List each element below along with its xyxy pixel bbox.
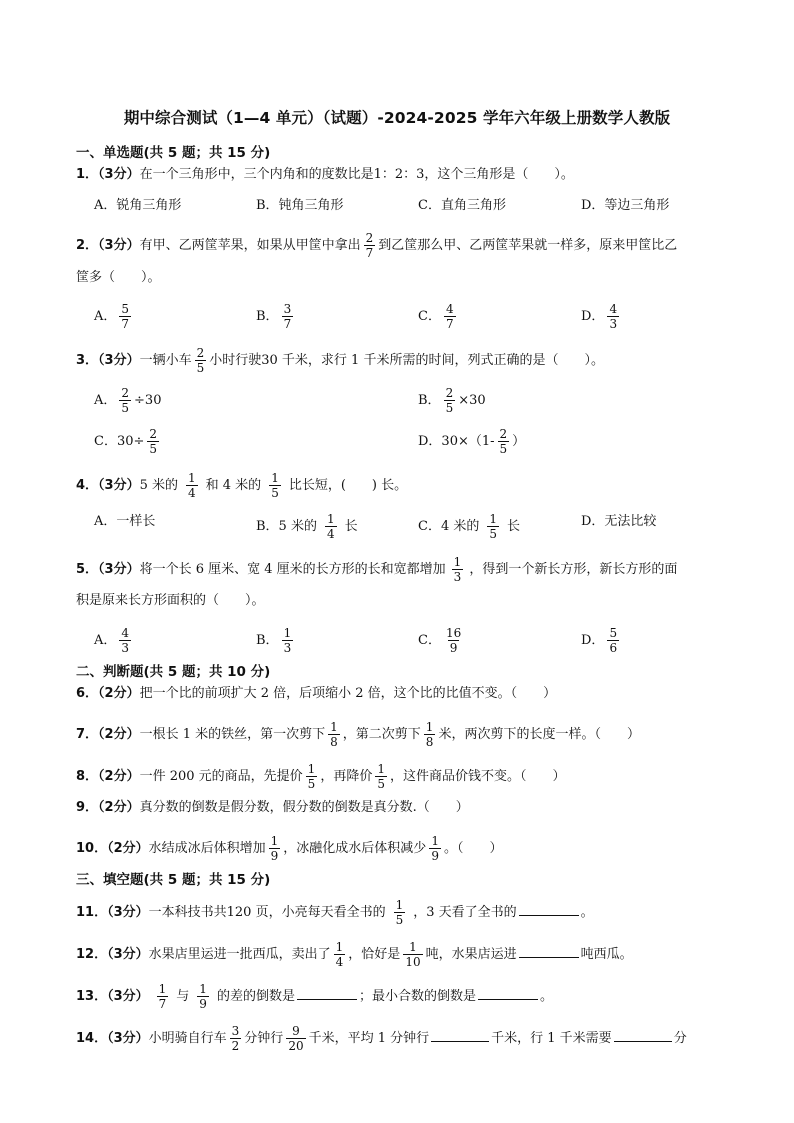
q4-option-c[interactable]: C．4 米的 $\frac{1}{5}$ 长 bbox=[418, 512, 521, 541]
fraction: $\frac{1}{3}$ bbox=[453, 555, 462, 584]
question-1 bbox=[76, 165, 574, 185]
question-number: 7． bbox=[76, 727, 99, 742]
question-7 bbox=[76, 720, 640, 749]
question-score: （3分） bbox=[98, 353, 140, 368]
question-text: 一根长 1 米的铁丝，第一次剪下 bbox=[139, 727, 326, 742]
question-score: （3分） bbox=[107, 905, 149, 920]
fraction: $\frac{1}{5}$ bbox=[307, 762, 316, 791]
fraction: $\frac{4}{3}$ bbox=[609, 302, 618, 331]
fraction: $\frac{1}{5}$ bbox=[271, 471, 279, 500]
question-number: 1． bbox=[76, 167, 99, 182]
q2-option-b[interactable]: B． $\frac{3}{7}$ bbox=[256, 302, 292, 331]
question-text: 有甲、乙两筐苹果，如果从甲筐中拿出 bbox=[139, 238, 361, 253]
fraction: $\frac{1}{4}$ bbox=[326, 512, 335, 541]
question-text: ，恰好是 bbox=[348, 947, 401, 962]
fraction: $\frac{1}{3}$ bbox=[283, 626, 292, 655]
q1-option-b[interactable]: B．钝角三角形 bbox=[256, 198, 344, 213]
q1-option-d[interactable]: D．等边三角形 bbox=[581, 198, 670, 213]
fraction: $\frac{2}{5}$ bbox=[196, 346, 205, 375]
question-text: ；最小合数的倒数是 bbox=[358, 989, 476, 1004]
answer-blank[interactable] bbox=[431, 1027, 489, 1042]
fraction: $\frac{1}{5}$ bbox=[489, 512, 497, 541]
fraction: $\frac{5}{6}$ bbox=[609, 626, 618, 655]
answer-blank[interactable] bbox=[519, 943, 579, 958]
question-number: 9． bbox=[76, 800, 99, 815]
fraction: $\frac{2}{5}$ bbox=[149, 427, 158, 456]
section-heading-true-false: 二、判断题(共 5 题；共 10 分) bbox=[76, 664, 271, 680]
question-4 bbox=[76, 471, 407, 500]
fraction: $\frac{1}{9}$ bbox=[431, 834, 439, 863]
fraction: $\frac{1}{7}$ bbox=[158, 982, 167, 1011]
question-score: （3分） bbox=[98, 167, 140, 182]
question-number: 4． bbox=[76, 478, 99, 493]
q1-option-c[interactable]: C．直角三角形 bbox=[418, 198, 506, 213]
question-text: 水果店里运进一批西瓜，卖出了 bbox=[148, 947, 331, 962]
question-9 bbox=[76, 798, 469, 818]
question-text: ，这件商品价钱不变。（ ） bbox=[389, 769, 566, 784]
question-text: 真分数的倒数是假分数，假分数的倒数是真分数.（ ） bbox=[139, 800, 469, 815]
question-text: ，3 天看了全书的 bbox=[413, 905, 517, 920]
q2-option-d[interactable]: D． $\frac{4}{3}$ bbox=[581, 302, 618, 331]
question-text: 千米，平均 1 分钟行 bbox=[308, 1031, 430, 1046]
question-score: （3分） bbox=[107, 1031, 149, 1046]
question-score: （2分） bbox=[107, 841, 149, 856]
fraction: $\frac{1}{4}$ bbox=[188, 471, 196, 500]
fraction: $\frac{9}{20}$ bbox=[288, 1024, 304, 1053]
question-text: 米，两次剪下的长度一样。（ ） bbox=[438, 727, 640, 742]
question-text: 水结成冰后体积增加 bbox=[148, 841, 266, 856]
question-13: 13．（3分） $\frac{1}{7}$ 与 $\frac{1}{9}$ 的差的倒数是 ；最小合数的倒数是 。 bbox=[76, 982, 553, 1011]
question-8 bbox=[76, 762, 565, 791]
question-2-cont: 筐多（ ）。 bbox=[76, 270, 161, 285]
question-text: 千米，行 1 千米需要 bbox=[491, 1031, 612, 1046]
question-score: （3分） bbox=[107, 989, 149, 1004]
fraction: $\frac{1}{5}$ bbox=[377, 762, 385, 791]
question-14: 14．（3分）小明骑自行车 $\frac{3}{2}$ 分钟行 $\frac{9}{20}$ 千米，平均 1 分钟行 千米，行 1 千米需要 分 bbox=[76, 1024, 687, 1053]
q5-option-c[interactable]: C． $\frac{16}{9}$ bbox=[418, 626, 462, 655]
q5-option-d[interactable]: D． $\frac{5}{6}$ bbox=[581, 626, 618, 655]
fraction: $\frac{4}{7}$ bbox=[445, 302, 454, 331]
q4-option-a[interactable]: A．一样长 bbox=[94, 514, 156, 529]
question-text: ，得到一个新长方形，新长方形的面 bbox=[469, 562, 678, 577]
fraction: $\frac{1}{10}$ bbox=[405, 940, 421, 969]
question-5 bbox=[76, 555, 677, 584]
fraction: $\frac{2}{5}$ bbox=[121, 386, 130, 415]
fraction: $\frac{1}{4}$ bbox=[335, 940, 344, 969]
question-number: 12． bbox=[76, 947, 108, 962]
question-number: 13． bbox=[76, 989, 108, 1004]
fraction: $\frac{3}{2}$ bbox=[231, 1024, 240, 1053]
question-text: 把一个比的前项扩大 2 倍，后项缩小 2 倍，这个比的比值不变。（ ） bbox=[139, 686, 557, 701]
question-number: 10． bbox=[76, 841, 108, 856]
question-score: （3分） bbox=[98, 238, 140, 253]
q4-option-d[interactable]: D．无法比较 bbox=[581, 514, 657, 529]
question-text: 小明骑自行车 bbox=[148, 1031, 227, 1046]
question-11: 11．（3分）一本科技书共120 页，小亮每天看全书的 $\frac{1}{5}$ ，3 天看了全书的 。 bbox=[76, 898, 594, 927]
page-title: 期中综合测试（1—4 单元）（试题）-2024-2025 学年六年级上册数学人教版 bbox=[123, 109, 671, 127]
question-text: ，第二次剪下 bbox=[342, 727, 421, 742]
question-text: 的差的倒数是 bbox=[216, 989, 295, 1004]
q3-option-c[interactable]: C．30÷ $\frac{2}{5}$ bbox=[94, 427, 158, 456]
question-text: 和 4 米的 bbox=[205, 478, 262, 493]
fraction: $\frac{2}{5}$ bbox=[499, 427, 508, 456]
section-heading-single-choice: 一、单选题(共 5 题；共 15 分) bbox=[76, 145, 271, 161]
question-text: 5 米的 bbox=[139, 478, 178, 493]
fraction: $\frac{16}{9}$ bbox=[445, 626, 462, 655]
fraction: $\frac{3}{7}$ bbox=[283, 302, 292, 331]
question-score: （3分） bbox=[98, 562, 140, 577]
question-score: （3分） bbox=[98, 478, 140, 493]
question-number: 3． bbox=[76, 353, 99, 368]
fraction: $\frac{2}{7}$ bbox=[365, 231, 374, 260]
question-text: 一本科技书共120 页，小亮每天看全书的 bbox=[148, 905, 386, 920]
answer-blank[interactable] bbox=[478, 985, 538, 1000]
question-text: 一件 200 元的商品，先提价 bbox=[139, 769, 303, 784]
question-text: 分钟行 bbox=[244, 1031, 284, 1046]
question-2 bbox=[76, 231, 677, 260]
fraction: $\frac{2}{5}$ bbox=[445, 386, 454, 415]
answer-blank[interactable] bbox=[519, 901, 579, 916]
question-text: 与 bbox=[176, 989, 190, 1004]
section-heading-fill-in: 三、填空题(共 5 题；共 15 分) bbox=[76, 872, 271, 888]
question-score: （2分） bbox=[98, 769, 140, 784]
question-number: 14． bbox=[76, 1031, 108, 1046]
question-number: 2． bbox=[76, 238, 99, 253]
question-score: （3分） bbox=[107, 947, 149, 962]
question-text: 将一个长 6 厘米、宽 4 厘米的长方形的长和宽都增加 bbox=[139, 562, 446, 577]
question-text: 在一个三角形中，三个内角和的度数比是1：2：3，这个三角形是（ ）。 bbox=[139, 167, 574, 182]
q5-option-b[interactable]: B． $\frac{1}{3}$ bbox=[256, 626, 292, 655]
fraction: $\frac{1}{9}$ bbox=[199, 982, 207, 1011]
answer-blank[interactable] bbox=[614, 1027, 672, 1042]
q4-option-b[interactable]: B．5 米的 $\frac{1}{4}$ 长 bbox=[256, 512, 358, 541]
q5-option-a[interactable]: A． $\frac{4}{3}$ bbox=[94, 626, 130, 655]
fraction: $\frac{4}{3}$ bbox=[121, 626, 130, 655]
q2-option-c[interactable]: C． $\frac{4}{7}$ bbox=[418, 302, 454, 331]
question-number: 8． bbox=[76, 769, 99, 784]
fraction: $\frac{1}{9}$ bbox=[270, 834, 279, 863]
question-text: 一辆小车 bbox=[139, 353, 192, 368]
question-5-cont: 积是原来长方形面积的（ ）。 bbox=[76, 593, 265, 608]
q3-option-d[interactable]: D．30×（1- $\frac{2}{5}$ ） bbox=[418, 427, 526, 456]
q3-option-a[interactable]: A． $\frac{2}{5}$ ÷30 bbox=[94, 386, 162, 415]
question-number: 11． bbox=[76, 905, 108, 920]
question-score: （2分） bbox=[98, 800, 140, 815]
question-6 bbox=[76, 684, 556, 704]
question-text: 小时行驶30 千米，求行 1 千米所需的时间，列式正确的是（ ）。 bbox=[209, 353, 604, 368]
fraction: $\frac{5}{7}$ bbox=[121, 302, 130, 331]
question-number: 6． bbox=[76, 686, 99, 701]
question-text: 。（ ） bbox=[443, 841, 503, 856]
question-text: 吨，水果店运进 bbox=[425, 947, 517, 962]
question-text: ，再降价 bbox=[320, 769, 373, 784]
question-text: 比长短，( ) 长。 bbox=[288, 478, 408, 493]
question-3 bbox=[76, 346, 604, 375]
question-number: 5． bbox=[76, 562, 99, 577]
answer-blank[interactable] bbox=[297, 985, 357, 1000]
q1-option-a[interactable]: A．锐角三角形 bbox=[94, 198, 182, 213]
fraction: $\frac{1}{8}$ bbox=[425, 720, 434, 749]
question-text: ，冰融化成水后体积减少 bbox=[283, 841, 427, 856]
q3-option-b[interactable]: B． $\frac{2}{5}$ ×30 bbox=[418, 386, 486, 415]
fraction: $\frac{1}{5}$ bbox=[395, 898, 404, 927]
question-10 bbox=[76, 834, 502, 863]
question-text: 到乙筐那么甲、乙两筐苹果就一样多，原来甲筐比乙 bbox=[378, 238, 678, 253]
fraction: $\frac{1}{8}$ bbox=[330, 720, 338, 749]
question-12: 12．（3分）水果店里运进一批西瓜，卖出了 $\frac{1}{4}$ ，恰好是 $\frac{1}{10}$ 吨，水果店运进 吨西瓜。 bbox=[76, 940, 633, 969]
question-score: （2分） bbox=[98, 727, 140, 742]
q2-option-a[interactable]: A． $\frac{5}{7}$ bbox=[94, 302, 130, 331]
question-score: （2分） bbox=[98, 686, 140, 701]
